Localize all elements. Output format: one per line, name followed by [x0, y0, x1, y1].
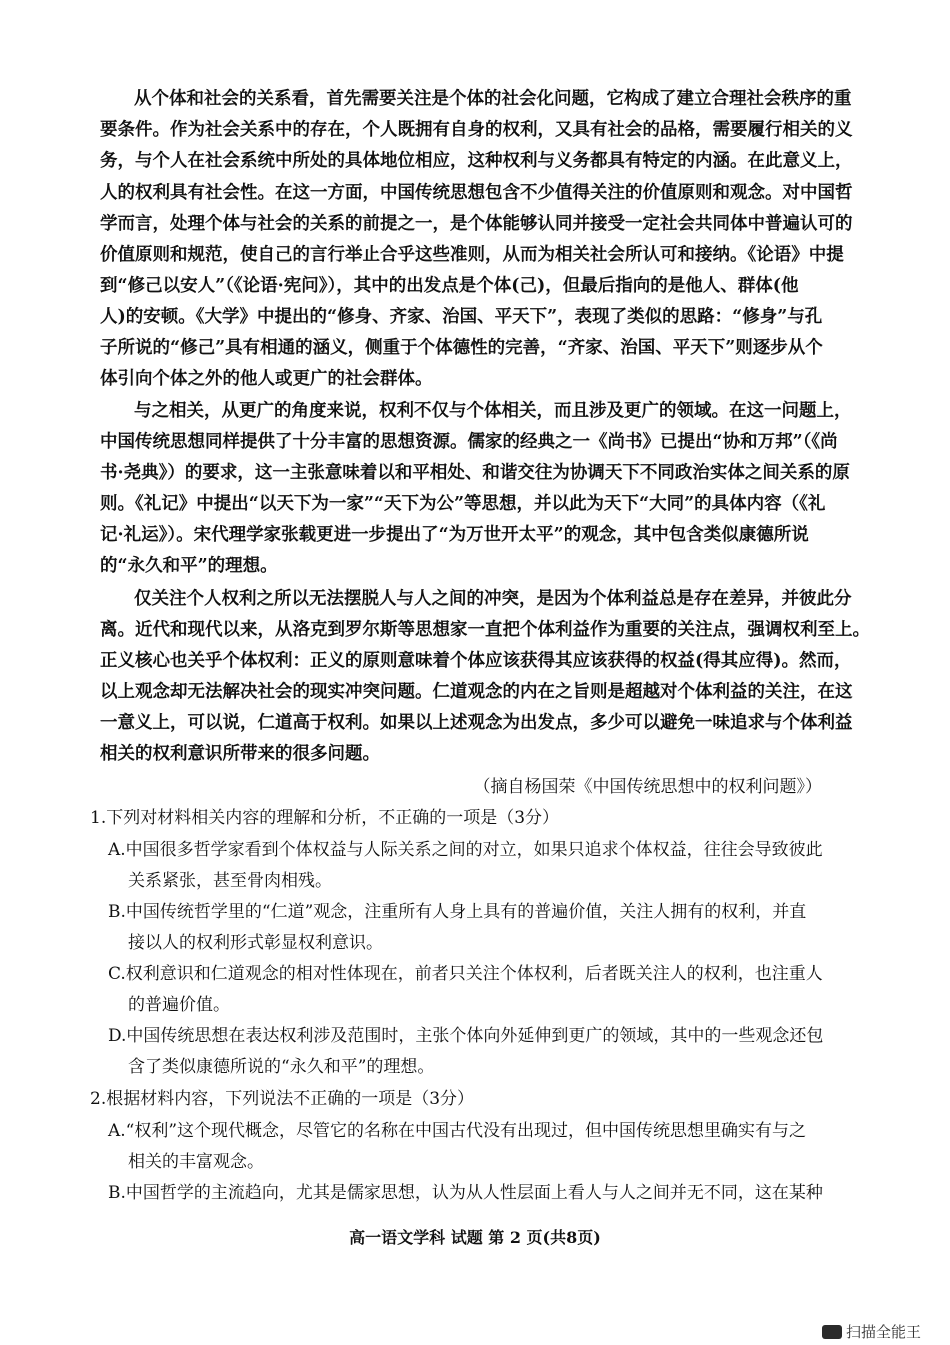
passage-line: 人)的安顿。《大学》中提出的“修身、齐家、治国、平天下”，表现了类似的思路：“修身”与孔 — [100, 307, 823, 327]
passage-line: 子所说的“修己”具有相通的涵义，侧重于个体德性的完善，“齐家、治国、平天下”则逐步从个 — [100, 338, 823, 358]
passage-line: 中国传统思想同样提供了十分丰富的思想资源。儒家的经典之一《尚书》已提出“协和万邦”（《尚 — [100, 432, 838, 452]
passage-line: 从个体和社会的关系看，首先需要关注是个体的社会化问题，它构成了建立合理社会秩序的重 — [134, 89, 852, 109]
option-a: A.“权利”这个现代概念，尽管它的名称在中国古代没有出现过，但中国传统思想里确实有与之 — [108, 1121, 807, 1141]
option-b-continued: 接以人的权利形式彰显权利意识。 — [128, 933, 383, 953]
passage-line: 记·礼运》）。宋代理学家张载更进一步提出了“为万世开太平”的观念，其中包含类似康德所说 — [100, 525, 809, 545]
passage-line: 到“修己以安人”（《论语·宪问》），其中的出发点是个体(己)，但最后指向的是他人、群体(他 — [100, 276, 799, 296]
passage-source: （摘自杨国荣《中国传统思想中的权利问题》） — [473, 777, 822, 797]
scanner-logo-icon — [822, 1325, 842, 1339]
option-b: B.中国哲学的主流趋向，尤其是儒家思想，认为从人性层面上看人与人之间并无不同，这在某种 — [108, 1183, 823, 1203]
passage-line: 人的权利具有社会性。在这一方面，中国传统思想包含不少值得关注的价值原则和观念。对中国哲 — [100, 183, 853, 203]
question-stem: 2.根据材料内容，下列说法不正确的一项是（3分） — [90, 1089, 475, 1109]
passage-line: 要条件。作为社会关系中的存在，个人既拥有自身的权利，又具有社会的品格，需要履行相关的义 — [100, 120, 853, 140]
passage-line: 与之相关，从更广的角度来说，权利不仅与个体相关，而且涉及更广的领域。在这一问题上， — [134, 401, 852, 421]
passage-line: 离。近代和现代以来，从洛克到罗尔斯等思想家一直把个体利益作为重要的关注点，强调权利至上。 — [100, 620, 870, 640]
passage-line: 仅关注个人权利之所以无法摆脱人与人之间的冲突，是因为个体利益总是存在差异，并彼此分 — [134, 589, 852, 609]
option-a-continued: 关系紧张，甚至骨肉相残。 — [128, 871, 332, 891]
passage-line: 正义核心也关乎个体权利：正义的原则意味着个体应该获得其应该获得的权益(得其应得)。然而， — [100, 651, 852, 671]
passage-line: 相关的权利意识所带来的很多问题。 — [100, 744, 380, 764]
passage-line: 务，与个人在社会系统中所处的具体地位相应，这种权利与义务都具有特定的内涵。在此意义上， — [100, 151, 853, 171]
option-d-continued: 含了类似康德所说的“永久和平”的理想。 — [128, 1057, 435, 1077]
passage-line: 书·尧典》）的要求，这一主张意味着以和平相处、和谐交往为协调天下不同政治实体之间关系的原 — [100, 463, 850, 483]
option-a-continued: 相关的丰富观念。 — [128, 1152, 264, 1172]
question-stem: 1.下列对材料相关内容的理解和分析，不正确的一项是（3分） — [90, 808, 560, 828]
passage-line: 的“永久和平”的理想。 — [100, 556, 278, 576]
option-b: B.中国传统哲学里的“仁道”观念，注重所有人身上具有的普遍价值，关注人拥有的权利，并直 — [108, 902, 807, 922]
option-c-continued: 的普遍价值。 — [128, 995, 230, 1015]
watermark-text: 扫描全能王 — [846, 1323, 922, 1341]
passage-line: 价值原则和规范，使自己的言行举止合乎这些准则，从而为相关社会所认可和接纳。《论语》中提 — [100, 245, 844, 265]
option-c: C.权利意识和仁道观念的相对性体现在，前者只关注个体权利，后者既关注人的权利，也注重人 — [108, 964, 823, 984]
scanner-watermark — [822, 1318, 950, 1345]
passage-line: 体引向个体之外的他人或更广的社会群体。 — [100, 369, 433, 389]
option-a: A.中国很多哲学家看到个体权益与人际关系之间的对立，如果只追求个体权益，往往会导致彼此 — [108, 840, 823, 860]
option-d: D.中国传统思想在表达权利涉及范围时，主张个体向外延伸到更广的领域，其中的一些观念还包 — [108, 1026, 824, 1046]
passage-line: 则。《礼记》中提出“以天下为一家”“天下为公”等思想，并以此为天下“大同”的具体内容（《礼 — [100, 494, 826, 514]
page-footer: 高一语文学科 试题 第 2 页(共8页) — [349, 1228, 601, 1247]
passage-line: 以上观念却无法解决社会的现实冲突问题。仁道观念的内在之旨则是超越对个体利益的关注，在这 — [100, 682, 853, 702]
passage-line: 一意义上，可以说，仁道高于权利。如果以上述观念为出发点，多少可以避免一味追求与个体利益 — [100, 713, 853, 733]
passage-line: 学而言，处理个体与社会的关系的前提之一，是个体能够认同并接受一定社会共同体中普遍认可的 — [100, 214, 853, 234]
